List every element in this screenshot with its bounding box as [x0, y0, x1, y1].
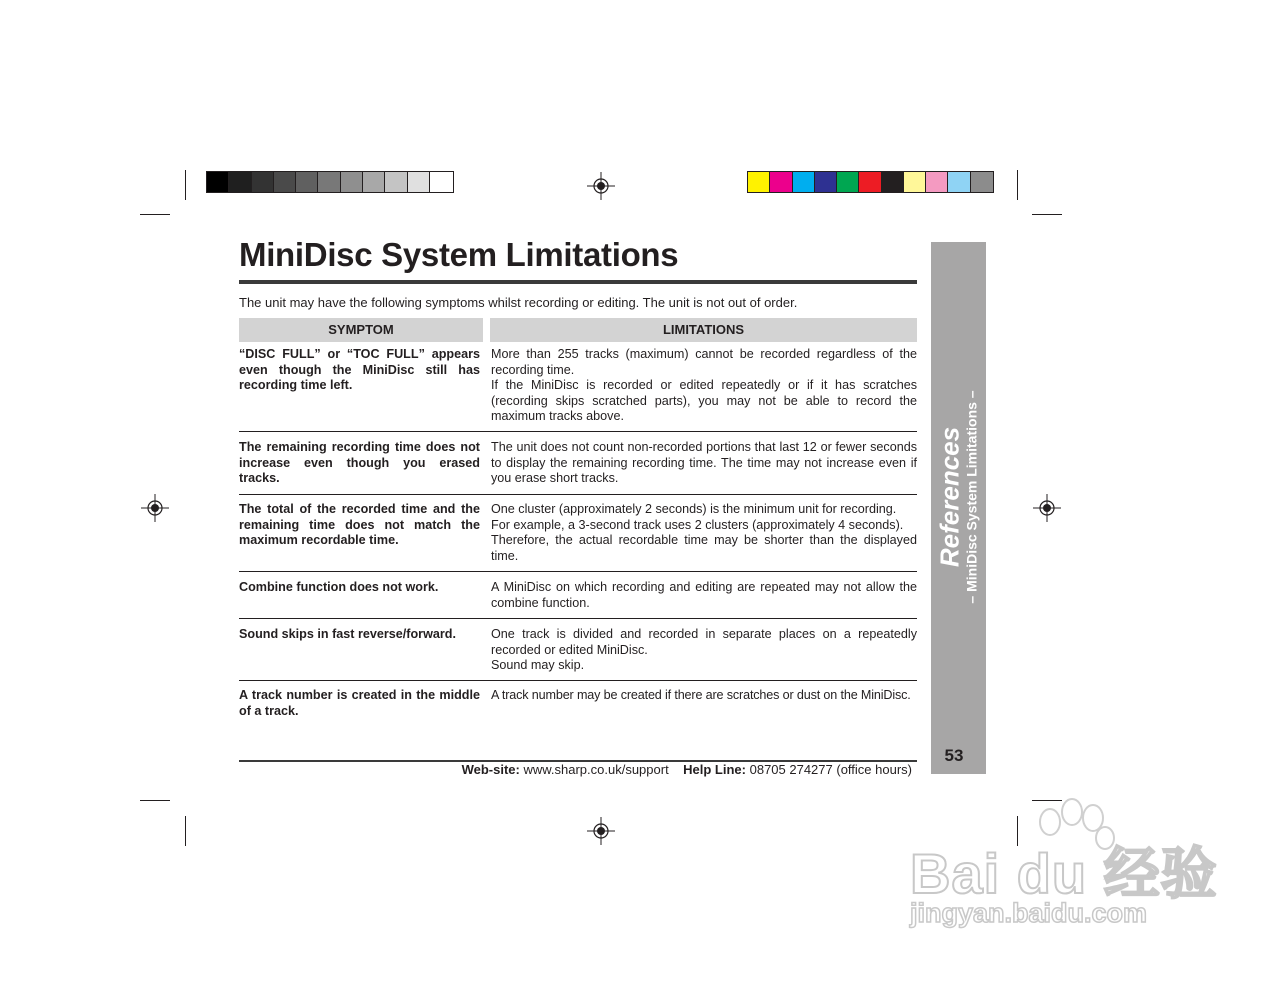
limitation-text: Therefore, the actual recordable time may be shorter than the displayed time. [491, 533, 917, 563]
website-label: Web-site: [461, 762, 520, 777]
limitations-cell [491, 688, 917, 704]
symptom-cell: Sound skips in fast reverse/forward. [239, 627, 456, 641]
symptom-cell: “DISC FULL” or “TOC FULL” appears even though the MiniDisc still has recording time left. [239, 347, 480, 393]
color-swatch [882, 172, 904, 192]
color-swatch [430, 172, 452, 192]
subsection-title: – MiniDisc System Limitations – [963, 390, 980, 604]
watermark-brand: Bai du 经验 [910, 842, 1218, 905]
color-swatch [904, 172, 926, 192]
gray-swatch-strip [206, 171, 454, 193]
color-swatch [341, 172, 363, 192]
color-swatch [793, 172, 815, 192]
registration-mark-icon [141, 494, 169, 522]
title-rule [239, 280, 917, 284]
symptom-column-header: SYMPTOM [239, 318, 483, 342]
intro-text: The unit may have the following symptoms whilst recording or editing. The unit is not out of order. [239, 295, 798, 310]
limitation-text: If the MiniDisc is recorded or edited repeatedly or if it has scratches (recording skips scratched parts), you may not be able to record the maximum tracks above. [491, 378, 917, 424]
crop-mark [1017, 170, 1018, 200]
limitation-text: One cluster (approximately 2 seconds) is the minimum unit for recording. [491, 502, 897, 516]
color-swatch [926, 172, 948, 192]
color-swatch [252, 172, 274, 192]
limitations-cell [491, 627, 917, 674]
row-divider [239, 431, 917, 432]
crop-mark [1032, 214, 1062, 215]
color-swatch [859, 172, 881, 192]
color-swatch [971, 172, 993, 192]
limitation-text: Sound may skip. [491, 658, 585, 673]
color-swatch [318, 172, 340, 192]
color-swatch [229, 172, 251, 192]
color-swatch [408, 172, 430, 192]
helpline-number: 08705 274277 (office hours) [749, 762, 912, 777]
page-title: MiniDisc System Limitations [239, 236, 679, 273]
color-swatch [385, 172, 407, 192]
limitation-text: The unit does not count non-recorded portions that last 12 or fewer seconds to display the remaining recording time. The time may not increase even if you erase short tracks. [491, 440, 917, 486]
footer-contact [462, 762, 912, 777]
row-divider [239, 494, 917, 495]
symptom-cell: The remaining recording time does not increase even though you erased tracks. [239, 440, 480, 486]
color-swatch [296, 172, 318, 192]
registration-mark-icon [1033, 494, 1061, 522]
limitation-text: More than 255 tracks (maximum) cannot be recorded regardless of the recording time. [491, 347, 917, 377]
helpline-label: Help Line: [683, 762, 746, 777]
registration-mark-icon [587, 817, 615, 845]
row-divider [239, 680, 917, 681]
row-divider [239, 618, 917, 619]
color-swatch-strip [747, 171, 994, 193]
limitations-cell [491, 502, 917, 564]
website-link[interactable]: www.sharp.co.uk/support [523, 762, 669, 777]
limitation-text: One track is divided and recorded in separate places on a repeatedly recorded or edited MiniDisc. [491, 627, 917, 657]
limitation-text: A track number may be created if there are scratches or dust on the MiniDisc. [491, 688, 911, 702]
crop-mark [185, 816, 186, 846]
limitations-cell [491, 347, 917, 425]
crop-mark [185, 170, 186, 200]
limitations-cell [491, 440, 917, 487]
color-swatch [815, 172, 837, 192]
crop-mark [140, 800, 170, 801]
row-divider [239, 571, 917, 572]
symptom-cell: The total of the recorded time and the remaining time does not match the maximum recordable time. [239, 502, 480, 548]
symptom-cell: A track number is created in the middle of a track. [239, 688, 480, 718]
color-swatch [837, 172, 859, 192]
limitations-cell [491, 580, 917, 611]
page-number: 53 [944, 746, 964, 765]
color-swatch [748, 172, 770, 192]
color-swatch [207, 172, 229, 192]
color-swatch [363, 172, 385, 192]
registration-mark-icon [587, 172, 615, 200]
symptom-cell: Combine function does not work. [239, 580, 439, 594]
color-swatch [948, 172, 970, 192]
color-swatch [274, 172, 296, 192]
watermark-url: jingyan.baidu.com [910, 898, 1148, 928]
limitation-text: For example, a 3-second track uses 2 clusters (approximately 4 seconds). [491, 517, 904, 532]
crop-mark [140, 214, 170, 215]
limitation-text: A MiniDisc on which recording and editing are repeated may not allow the combine function. [491, 580, 917, 610]
section-title: References [934, 426, 965, 568]
side-tab-text [936, 390, 981, 603]
color-swatch [770, 172, 792, 192]
limitations-column-header: LIMITATIONS [490, 318, 917, 342]
